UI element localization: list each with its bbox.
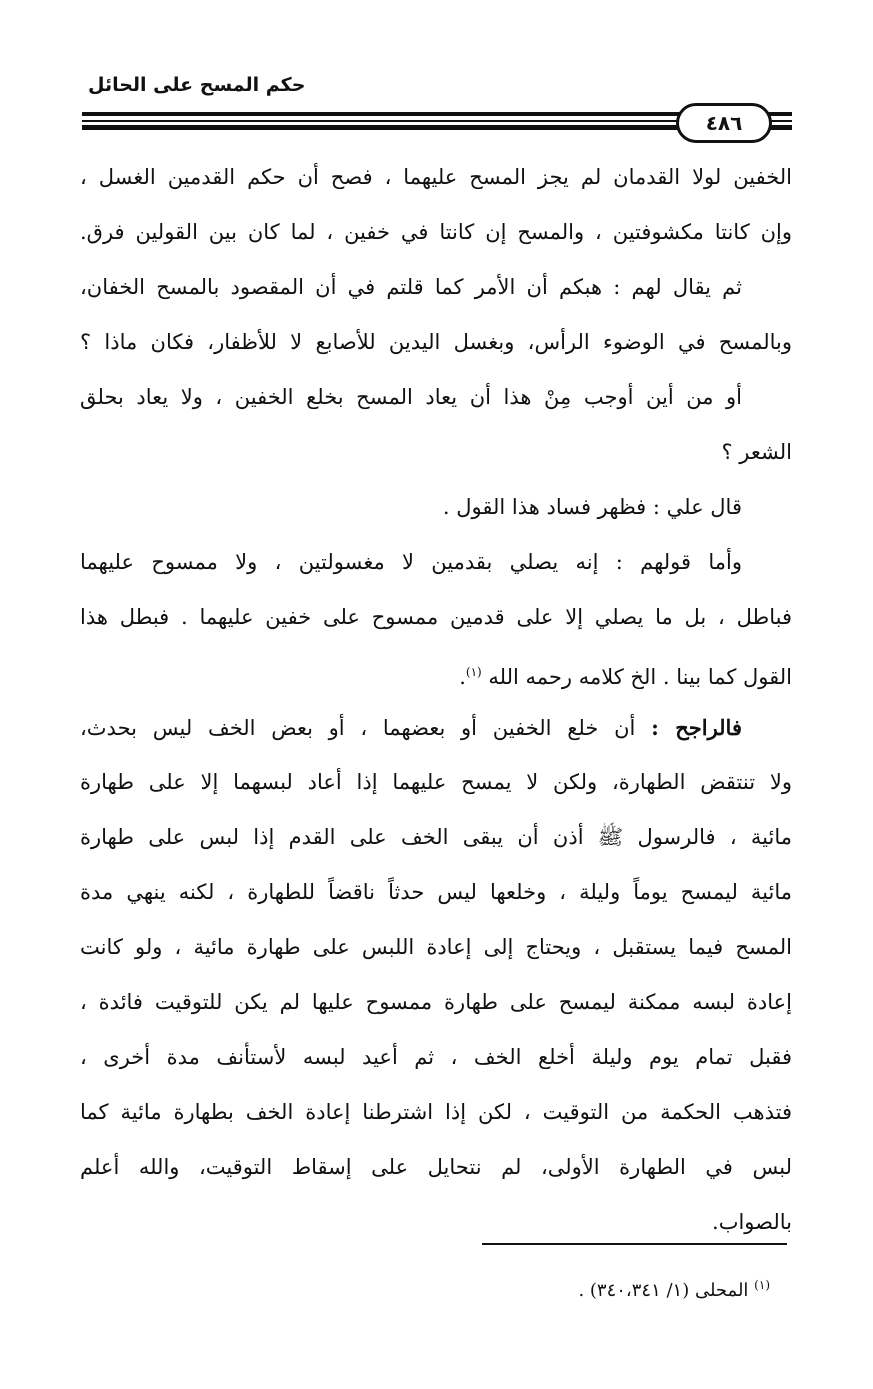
text-line-content: القول كما بينا . الخ كلامه رحمه الله [488, 665, 792, 689]
text-line [80, 645, 792, 700]
text-line: وبالمسح في الوضوء الرأس، وبغسل اليدين للأصابع لا للأظفار، فكان ماذا ؟ [80, 330, 792, 354]
footnote [470, 1278, 770, 1301]
running-header-title: حكم المسح على الحائل [88, 74, 306, 96]
text-line-end: . [459, 665, 466, 689]
text-line: ثم يقال لهم : هبكم أن الأمر كما قلتم في أن المقصود بالمسح الخفان، [80, 275, 742, 299]
text-line [80, 700, 792, 755]
page-number: ٤٨٦ [676, 103, 772, 143]
footnote-separator [482, 1243, 787, 1245]
text-line: قال علي : فظهر فساد هذا القول . [442, 495, 742, 519]
rajih-label: فالراجح : [651, 715, 742, 740]
footnote-marker: (١) [754, 1278, 770, 1292]
text-line: الخفين لولا القدمان لم يجز المسح عليهما ، فصح أن حكم القدمين الغسل ، [80, 165, 792, 189]
footnote-text: المحلى (١/ ٣٤٠،٣٤١) . [578, 1280, 749, 1301]
text-line: وإن كانتا مكشوفتين ، والمسح إن كانتا في خفين ، لما كان بين القولين فرق. [80, 220, 792, 244]
text-line: أو من أين أوجب مِنْ هذا أن يعاد المسح بخلع الخفين ، ولا يعاد بحلق [80, 385, 742, 409]
text-line: فقبل تمام يوم وليلة أخلع الخف ، ثم أعيد لبسه لأستأنف مدة أخرى ، [80, 1045, 792, 1069]
footnote-ref: (١) [465, 665, 482, 679]
text-line: مائية ، فالرسول ﷺ أذن أن يبقى الخف على القدم إذا لبس على طهارة [80, 825, 792, 849]
text-line: إعادة لبسه ممكنة ليمسح على طهارة ممسوح عليها لم يكن للتوقيت فائدة ، [80, 990, 792, 1014]
text-line: ولا تنتقض الطهارة، ولكن لا يمسح عليهما إذا أعاد لبسهما إلا على طهارة [80, 770, 792, 794]
text-line: مائية ليمسح يوماً وليلة ، وخلعها ليس حدثاً ناقضاً للطهارة ، لكنه ينهي مدة [80, 880, 792, 904]
main-text [80, 150, 792, 1250]
text-line-content: أن خلع الخفين أو بعضهما ، أو بعض الخف ليس بحدث، [80, 716, 636, 740]
text-line: فباطل ، بل ما يصلي إلا على قدمين ممسوح على خفين عليهما . فبطل هذا [80, 605, 792, 629]
text-line: بالصواب. [712, 1210, 792, 1234]
text-line: فتذهب الحكمة من التوقيت ، لكن إذا اشترطنا إعادة الخف بطهارة مائية كما [80, 1100, 792, 1124]
text-line: المسح فيما يستقبل ، ويحتاج إلى إعادة اللبس على طهارة مائية ، ولو كانت [80, 935, 792, 959]
text-line: وأما قولهم : إنه يصلي بقدمين لا مغسولتين ، ولا ممسوح عليهما [80, 550, 742, 574]
text-line: لبس في الطهارة الأولى، لم نتحايل على إسقاط التوقيت، والله أعلم [80, 1155, 792, 1179]
text-line: الشعر ؟ [721, 440, 792, 464]
